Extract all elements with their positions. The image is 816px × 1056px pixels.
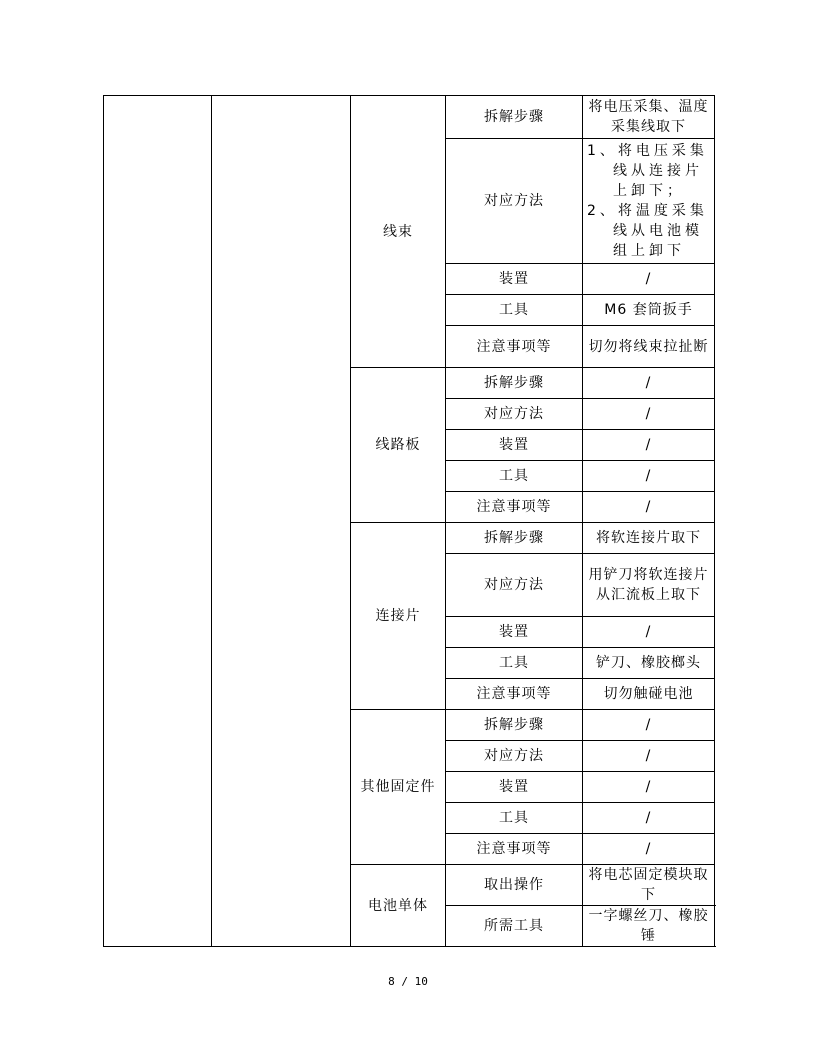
row-value: 将电压采集、温度采集线取下: [583, 96, 715, 139]
row-value: /: [583, 803, 715, 834]
row-value: 将软连接片取下: [583, 523, 715, 554]
row-value: /: [583, 741, 715, 772]
row-label: 工具: [446, 461, 583, 492]
row-value: 切勿将线束拉扯断: [583, 326, 715, 368]
table-row: [104, 96, 715, 139]
group-name: 线路板: [351, 368, 446, 523]
row-label: 拆解步骤: [446, 368, 583, 399]
row-value: [583, 139, 715, 264]
row-label: 工具: [446, 803, 583, 834]
row-label: 拆解步骤: [446, 523, 583, 554]
row-value: /: [583, 430, 715, 461]
row-value: /: [583, 264, 715, 295]
row-label: 注意事项等: [446, 679, 583, 710]
group-name: 线束: [351, 96, 446, 368]
row-label: 所需工具: [446, 906, 583, 947]
row-label: 工具: [446, 648, 583, 679]
row-value: 将电芯固定模块取下: [583, 865, 715, 906]
row-value: M6 套筒扳手: [583, 295, 715, 326]
row-label: 注意事项等: [446, 326, 583, 368]
group-name: 其他固定件: [351, 710, 446, 865]
row-label: 装置: [446, 617, 583, 648]
row-label: 装置: [446, 430, 583, 461]
row-label: 取出操作: [446, 865, 583, 906]
row-label: 对应方法: [446, 741, 583, 772]
section-name: 电池单体: [351, 865, 446, 947]
row-value: 切勿触碰电池: [583, 679, 715, 710]
row-value: 铲刀、橡胶榔头: [583, 648, 715, 679]
blank-column-1: [104, 96, 212, 947]
list-item: 2、将温度采集线从电池模组上卸下: [587, 203, 708, 259]
row-label: 拆解步骤: [446, 710, 583, 741]
row-label: 拆解步骤: [446, 96, 583, 139]
row-value: /: [583, 368, 715, 399]
list-item: 1、将电压采集线从连接片上卸下；: [587, 143, 708, 199]
row-label: 对应方法: [446, 554, 583, 617]
blank-column-2: [212, 96, 351, 947]
row-label: 注意事项等: [446, 492, 583, 523]
row-value: 一字螺丝刀、橡胶锤: [583, 906, 715, 947]
row-value: /: [583, 492, 715, 523]
row-label: 对应方法: [446, 399, 583, 430]
row-value: /: [583, 710, 715, 741]
disassembly-table: [103, 95, 715, 947]
row-value: /: [583, 399, 715, 430]
page-number: 8 / 10: [388, 975, 428, 988]
row-value: /: [583, 461, 715, 492]
row-label: 对应方法: [446, 139, 583, 264]
row-value: /: [583, 834, 715, 865]
group-name: 连接片: [351, 523, 446, 710]
row-label: 装置: [446, 264, 583, 295]
row-label: 注意事项等: [446, 834, 583, 865]
method-list: [587, 141, 710, 261]
row-value: /: [583, 617, 715, 648]
row-value: 用铲刀将软连接片从汇流板上取下: [583, 554, 715, 617]
row-label: 装置: [446, 772, 583, 803]
row-value: /: [583, 772, 715, 803]
row-label: 工具: [446, 295, 583, 326]
